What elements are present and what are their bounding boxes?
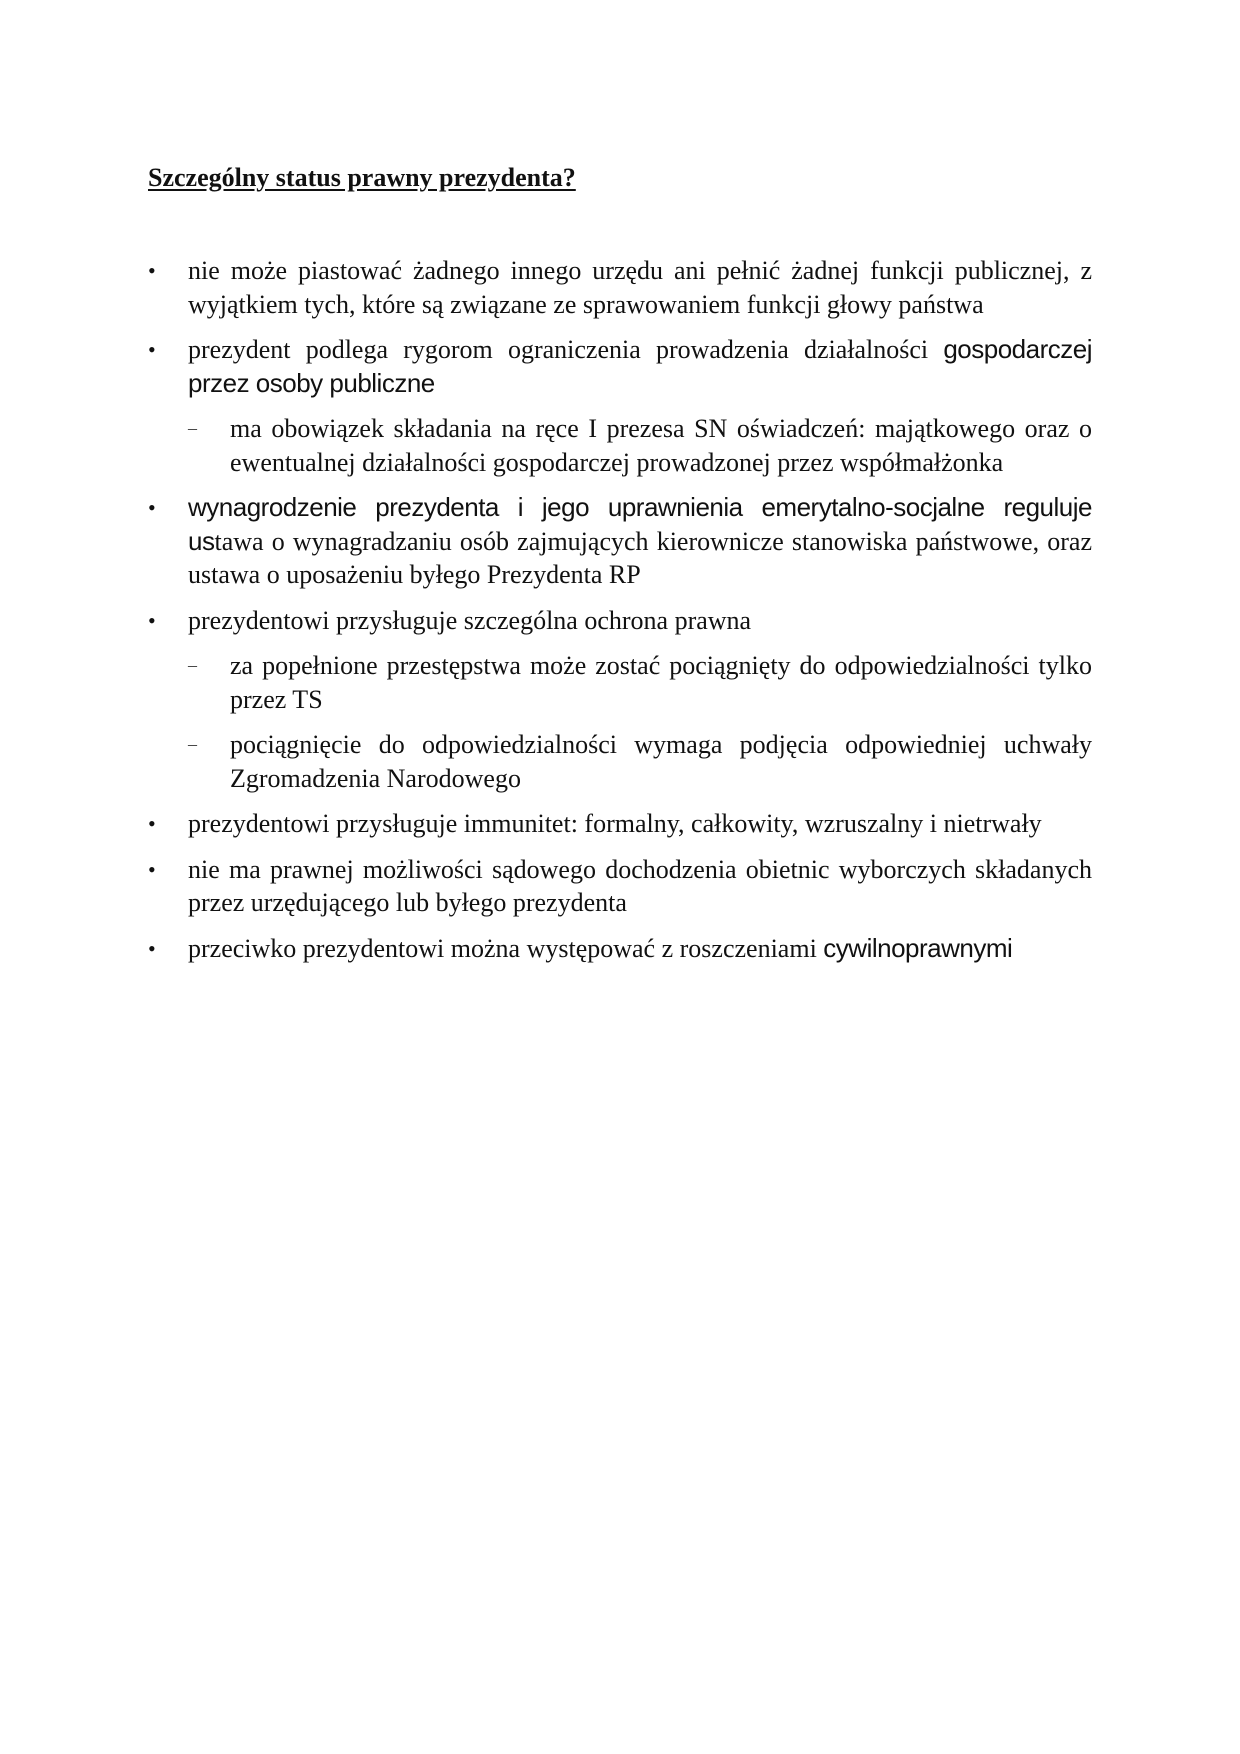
sub-item [148, 649, 1092, 716]
bullet-icon: • [148, 935, 156, 961]
sub-item [148, 728, 1092, 795]
list-item-text-emphasis: cywilnoprawnymi [823, 932, 1013, 963]
bullet-icon: • [148, 811, 156, 836]
list-item-text: prezydent podlega rygorom ograniczenia prowadzenia działalności [188, 335, 944, 364]
list-item-text: prezydentowi przysługuje szczególna ochrona prawna [188, 605, 752, 635]
bullet-list [148, 254, 1092, 977]
list-item [148, 333, 1092, 479]
list-item-text: prezydentowi przysługuje immunitet: formalny, całkowity, wzruszalny i nietrwały [188, 809, 1042, 838]
sub-list [188, 649, 1092, 795]
list-item-text: tawa o wynagradzaniu osób zajmujących kierownicze stanowiska państwowe, oraz ustawa o uposażeniu byłego Prezydenta RP [188, 526, 1092, 589]
list-item-text: nie może piastować żadnego innego urzędu ani pełnić żadnej funkcji publicznej, z wyjątkiem tych, które są związane ze sprawowaniem funkcji głowy państwa [188, 256, 1092, 319]
sub-item-text: za popełnione przestępstwa może zostać pociągnięty do odpowiedzialności tylko przez TS [230, 651, 1092, 714]
list-item-text-emphasis: wynagrodzenie prezydenta i jego uprawnienia emerytalno-socjalne reguluje us [188, 492, 1092, 556]
document-title: Szczególny status prawny prezydenta? [148, 163, 576, 192]
sub-list [188, 412, 1092, 479]
dash-icon: – [188, 655, 197, 675]
sub-item-text: ma obowiązek składania na ręce I prezesa SN oświadczeń: majątkowego oraz o ewentualnej działalności gospodarczej prowadzonej przez współmałżonka [230, 414, 1092, 477]
dash-icon: – [188, 418, 197, 438]
sub-item [148, 412, 1092, 479]
list-item [148, 932, 1092, 966]
list-item-text: nie ma prawnej możliwości sądowego dochodzenia obietnic wyborczych składanych przez urzędującego lub byłego prezydenta [188, 854, 1092, 917]
list-item-text-emphasis: gospodarczej przez osoby publiczne [188, 334, 1092, 398]
list-item [148, 604, 1092, 796]
list-item [148, 491, 1092, 592]
sub-item-text: pociągnięcie do odpowiedzialności wymaga podjęcia odpowiedniej uchwały Zgromadzenia Narodowego [230, 730, 1092, 793]
bullet-icon: • [148, 337, 156, 362]
list-item-text: przeciwko prezydentowi można występować z roszczeniami [188, 933, 824, 963]
bullet-icon: • [148, 258, 156, 283]
bullet-icon: • [148, 495, 156, 520]
list-item [148, 254, 1092, 321]
dash-icon: – [188, 734, 197, 754]
bullet-icon: • [148, 856, 156, 882]
list-item [148, 853, 1092, 920]
list-item [148, 807, 1092, 841]
bullet-icon: • [148, 607, 156, 633]
